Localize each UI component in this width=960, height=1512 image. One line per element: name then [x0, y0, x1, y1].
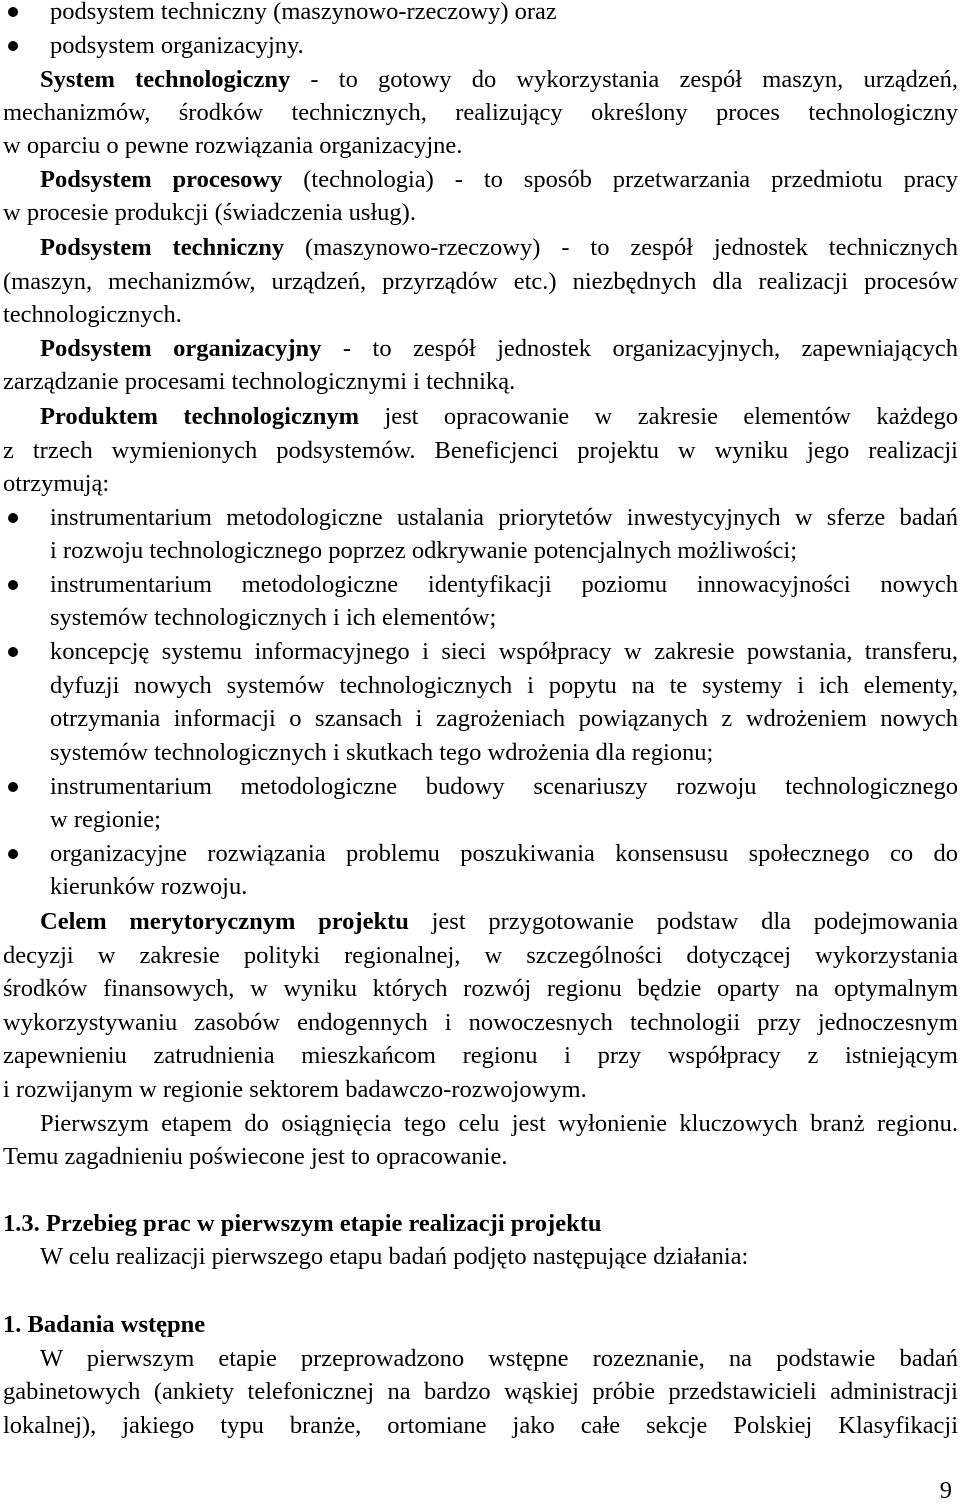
paragraph-line: decyzji w zakresie polityki regionalnej, w szczególności dotyczącej wykorzystania	[3, 942, 958, 969]
list-item: systemów technologicznych i ich elementów;	[50, 604, 497, 631]
paragraph-line: W pierwszym etapie przeprowadzono wstępne rozeznanie, na podstawie badań	[40, 1345, 958, 1372]
list-item: kierunków rozwoju.	[50, 873, 248, 900]
paragraph-line: w oparciu o pewne rozwiązania organizacyjne.	[3, 132, 463, 159]
list-item: systemów technologicznych i skutkach tego wdrożenia dla regionu;	[50, 739, 714, 766]
paragraph-line: zapewnieniu zatrudnienia mieszkańcom regionu i przy współpracy z istniejącym	[3, 1042, 958, 1069]
paragraph-line: technologicznych.	[3, 301, 182, 328]
paragraph-line: środków finansowych, w wyniku których rozwój regionu będzie oparty na optymalnym	[3, 975, 958, 1002]
list-item: instrumentarium metodologiczne ustalania priorytetów inwestycyjnych w sferze badań	[50, 504, 958, 531]
term-organizacyjny: Podsystem organizacyjny	[40, 335, 322, 362]
bullet-icon	[8, 849, 18, 859]
list-item: organizacyjne rozwiązania problemu poszukiwania konsensusu społecznego co do	[50, 840, 958, 867]
paragraph-line: Podsystem procesowy (technologia) - to sposób przetwarzania przedmiotu pracy	[40, 166, 958, 193]
list-item: instrumentarium metodologiczne budowy scenariuszy rozwoju technologicznego	[50, 773, 958, 800]
term-system: System technologiczny	[40, 66, 291, 93]
term-techniczny: Podsystem techniczny	[40, 234, 285, 261]
list-item: instrumentarium metodologiczne identyfikacji poziomu innowacyjności nowych	[50, 571, 958, 598]
bullet-icon	[8, 782, 18, 792]
list-item: otrzymania informacji o szansach i zagrożeniach powiązanych z wdrożeniem nowych	[50, 705, 958, 732]
paragraph-line: Produktem technologicznym jest opracowanie w zakresie elementów każdego	[40, 403, 958, 430]
bullet-icon	[8, 41, 18, 51]
list-item: i rozwoju technologicznego poprzez odkrywanie potencjalnych możliwości;	[50, 537, 797, 564]
paragraph-line: (maszyn, mechanizmów, urządzeń, przyrządów etc.) niezbędnych dla realizacji procesów	[3, 268, 958, 295]
list-item: podsystem organizacyjny.	[50, 32, 304, 59]
paragraph-line: zarządzanie procesami technologicznymi i techniką.	[3, 368, 516, 395]
paragraph-line: Podsystem organizacyjny - to zespół jednostek organizacyjnych, zapewniających	[40, 335, 958, 362]
section-heading: 1.3. Przebieg prac w pierwszym etapie realizacji projektu	[3, 1210, 602, 1237]
paragraph-line: Celem merytorycznym projektu jest przygotowanie podstaw dla podejmowania	[40, 908, 958, 935]
paragraph-line: Podsystem techniczny (maszynowo-rzeczowy) - to zespół jednostek technicznych	[40, 234, 958, 261]
bullet-icon	[8, 7, 18, 17]
paragraph-line: w procesie produkcji (świadczenia usług).	[3, 199, 416, 226]
paragraph-line: wykorzystywaniu zasobów endogennych i nowoczesnych technologii przy jednoczesnym	[3, 1009, 958, 1036]
paragraph-line: gabinetowych (ankiety telefonicznej na bardzo wąskiej próbie przedstawicieli administracji	[3, 1378, 958, 1405]
list-item: dyfuzji nowych systemów technologicznych i popytu na te systemy i ich elementy,	[50, 672, 958, 699]
bullet-icon	[8, 513, 18, 523]
paragraph-line: Pierwszym etapem do osiągnięcia tego celu jest wyłonienie kluczowych branż regionu.	[40, 1110, 958, 1137]
term-produkt: Produktem technologicznym	[40, 403, 359, 430]
paragraph-line: lokalnej), jakiego typu branże, ortomiane jako całe sekcje Polskiej Klasyfikacji	[3, 1412, 958, 1439]
list-item: w regionie;	[50, 806, 161, 833]
paragraph-line: Temu zagadnieniu poświecone jest to opracowanie.	[3, 1143, 508, 1170]
term-celem: Celem merytorycznym projektu	[40, 908, 409, 935]
paragraph-line: W celu realizacji pierwszego etapu badań podjęto następujące działania:	[40, 1243, 749, 1270]
bullet-icon	[8, 580, 18, 590]
paragraph-line: mechanizmów, środków technicznych, realizujący określony proces technologiczny	[3, 99, 958, 126]
paragraph-line: i rozwijanym w regionie sektorem badawczo-rozwojowym.	[3, 1076, 587, 1103]
term-procesowy: Podsystem procesowy	[40, 166, 283, 193]
bullet-icon	[8, 647, 18, 657]
paragraph-line: System technologiczny - to gotowy do wykorzystania zespół maszyn, urządzeń,	[40, 66, 958, 93]
paragraph-line: z trzech wymienionych podsystemów. Beneficjenci projektu w wyniku jego realizacji	[3, 437, 958, 464]
subsection-heading: 1. Badania wstępne	[3, 1311, 206, 1338]
list-item: koncepcję systemu informacyjnego i sieci współpracy w zakresie powstania, transferu,	[50, 638, 958, 665]
list-item: podsystem techniczny (maszynowo-rzeczowy) oraz	[50, 0, 557, 25]
page-number: 9	[939, 1477, 952, 1504]
paragraph-line: otrzymują:	[3, 470, 110, 497]
